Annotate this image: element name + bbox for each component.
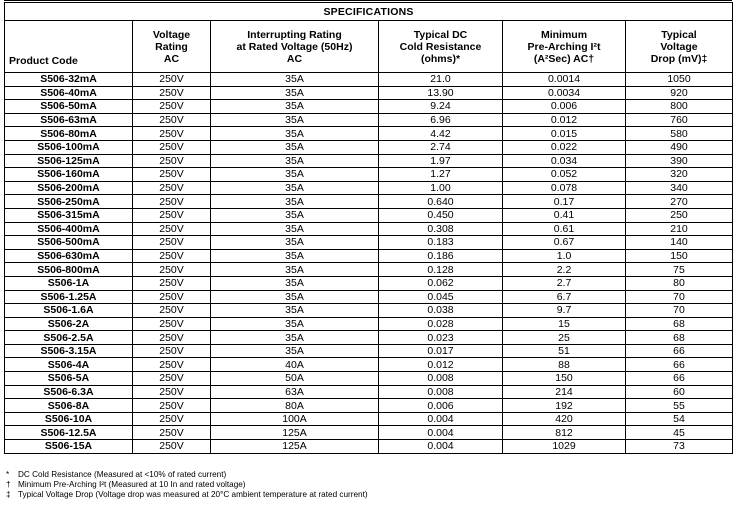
- cell-cold_resistance: 4.42: [379, 127, 503, 141]
- column-header-pre-arching-i2t: Minimum Pre-Arching I²t (A²Sec) AC†: [503, 21, 626, 73]
- cell-voltage_rating: 250V: [133, 426, 211, 440]
- cell-i2t: 0.012: [503, 113, 626, 127]
- footnote-marker: *: [6, 470, 10, 479]
- cell-product-code: S506-800mA: [5, 263, 133, 277]
- cell-i2t: 0.078: [503, 181, 626, 195]
- cell-i2t: 1029: [503, 440, 626, 454]
- cell-voltage_rating: 250V: [133, 399, 211, 413]
- cell-voltage_drop: 340: [626, 181, 733, 195]
- cell-voltage_rating: 250V: [133, 236, 211, 250]
- cell-voltage_drop: 1050: [626, 73, 733, 87]
- cell-cold_resistance: 0.640: [379, 195, 503, 209]
- cell-cold_resistance: 13.90: [379, 86, 503, 100]
- cell-interrupting: 35A: [211, 154, 379, 168]
- table-row: [5, 86, 733, 100]
- cell-voltage_rating: 250V: [133, 317, 211, 331]
- cell-product-code: S506-315mA: [5, 208, 133, 222]
- cell-voltage_rating: 250V: [133, 344, 211, 358]
- cell-voltage_drop: 270: [626, 195, 733, 209]
- table-row: [5, 290, 733, 304]
- table-row: [5, 263, 733, 277]
- column-header-product-code: Product Code: [5, 21, 133, 73]
- cell-voltage_drop: 66: [626, 344, 733, 358]
- cell-voltage_drop: 54: [626, 412, 733, 426]
- cell-voltage_rating: 250V: [133, 440, 211, 454]
- cell-product-code: S506-1A: [5, 276, 133, 290]
- cell-voltage_drop: 140: [626, 236, 733, 250]
- cell-product-code: S506-4A: [5, 358, 133, 372]
- cell-i2t: 25: [503, 331, 626, 345]
- table-row: [5, 140, 733, 154]
- cell-cold_resistance: 0.028: [379, 317, 503, 331]
- cell-cold_resistance: 2.74: [379, 140, 503, 154]
- cell-interrupting: 35A: [211, 73, 379, 87]
- cell-interrupting: 35A: [211, 195, 379, 209]
- cell-cold_resistance: 0.062: [379, 276, 503, 290]
- cell-cold_resistance: 0.008: [379, 372, 503, 386]
- cell-i2t: 420: [503, 412, 626, 426]
- cell-voltage_drop: 70: [626, 304, 733, 318]
- cell-i2t: 6.7: [503, 290, 626, 304]
- footnotes: [6, 470, 728, 501]
- cell-interrupting: 35A: [211, 249, 379, 263]
- cell-product-code: S506-250mA: [5, 195, 133, 209]
- table-row: [5, 181, 733, 195]
- table-row: [5, 372, 733, 386]
- cell-product-code: S506-2.5A: [5, 331, 133, 345]
- cell-interrupting: 63A: [211, 385, 379, 399]
- cell-voltage_drop: 760: [626, 113, 733, 127]
- table-row: [5, 317, 733, 331]
- cell-cold_resistance: 0.012: [379, 358, 503, 372]
- table-row: [5, 358, 733, 372]
- table-row: [5, 100, 733, 114]
- cell-interrupting: 35A: [211, 304, 379, 318]
- footnote: [6, 470, 728, 480]
- cell-cold_resistance: 0.450: [379, 208, 503, 222]
- cell-cold_resistance: 0.006: [379, 399, 503, 413]
- cell-interrupting: 35A: [211, 344, 379, 358]
- footnote-marker: ‡: [6, 490, 11, 500]
- footnote-text: Typical Voltage Drop (Voltage drop was measured at 20°C ambient temperature at rated current): [18, 490, 368, 500]
- cell-voltage_rating: 250V: [133, 140, 211, 154]
- cell-product-code: S506-80mA: [5, 127, 133, 141]
- cell-i2t: 0.17: [503, 195, 626, 209]
- cell-product-code: S506-63mA: [5, 113, 133, 127]
- table-row: [5, 208, 733, 222]
- cell-interrupting: 40A: [211, 358, 379, 372]
- cell-i2t: 0.022: [503, 140, 626, 154]
- cell-voltage_rating: 250V: [133, 208, 211, 222]
- cell-voltage_drop: 80: [626, 276, 733, 290]
- cell-cold_resistance: 0.004: [379, 440, 503, 454]
- cell-voltage_drop: 390: [626, 154, 733, 168]
- cell-i2t: 0.67: [503, 236, 626, 250]
- table-row: [5, 276, 733, 290]
- cell-product-code: S506-125mA: [5, 154, 133, 168]
- table-row: [5, 331, 733, 345]
- cell-product-code: S506-1.6A: [5, 304, 133, 318]
- cell-i2t: 15: [503, 317, 626, 331]
- cell-voltage_rating: 250V: [133, 181, 211, 195]
- cell-cold_resistance: 1.27: [379, 168, 503, 182]
- cell-voltage_drop: 210: [626, 222, 733, 236]
- table-row: [5, 426, 733, 440]
- cell-i2t: 9.7: [503, 304, 626, 318]
- cell-product-code: S506-630mA: [5, 249, 133, 263]
- cell-voltage_drop: 55: [626, 399, 733, 413]
- column-header-voltage-rating: Voltage Rating AC: [133, 21, 211, 73]
- cell-interrupting: 35A: [211, 168, 379, 182]
- cell-voltage_rating: 250V: [133, 304, 211, 318]
- table-body: [5, 73, 733, 454]
- cell-voltage_rating: 250V: [133, 358, 211, 372]
- cell-voltage_drop: 800: [626, 100, 733, 114]
- cell-product-code: S506-10A: [5, 412, 133, 426]
- cell-voltage_rating: 250V: [133, 290, 211, 304]
- cell-voltage_rating: 250V: [133, 168, 211, 182]
- table-row: [5, 195, 733, 209]
- column-header-interrupting-rating: Interrupting Rating at Rated Voltage (50Hz) AC: [211, 21, 379, 73]
- column-header-voltage-drop: Typical Voltage Drop (mV)‡: [626, 21, 733, 73]
- cell-voltage_rating: 250V: [133, 222, 211, 236]
- cell-interrupting: 35A: [211, 181, 379, 195]
- cell-voltage_rating: 250V: [133, 412, 211, 426]
- cell-voltage_drop: 66: [626, 358, 733, 372]
- cell-voltage_rating: 250V: [133, 86, 211, 100]
- cell-interrupting: 80A: [211, 399, 379, 413]
- cell-cold_resistance: 0.023: [379, 331, 503, 345]
- table-title-row: [5, 3, 733, 21]
- cell-cold_resistance: 0.008: [379, 385, 503, 399]
- cell-product-code: S506-500mA: [5, 236, 133, 250]
- cell-interrupting: 125A: [211, 426, 379, 440]
- cell-i2t: 0.052: [503, 168, 626, 182]
- cell-product-code: S506-400mA: [5, 222, 133, 236]
- table-row: [5, 154, 733, 168]
- table-row: [5, 113, 733, 127]
- cell-product-code: S506-3.15A: [5, 344, 133, 358]
- cell-interrupting: 125A: [211, 440, 379, 454]
- footnote: [6, 480, 728, 490]
- table-row: [5, 236, 733, 250]
- cell-i2t: 0.015: [503, 127, 626, 141]
- cell-voltage_drop: 45: [626, 426, 733, 440]
- cell-product-code: S506-40mA: [5, 86, 133, 100]
- cell-voltage_rating: 250V: [133, 263, 211, 277]
- cell-i2t: 0.61: [503, 222, 626, 236]
- cell-cold_resistance: 0.004: [379, 412, 503, 426]
- cell-interrupting: 35A: [211, 276, 379, 290]
- table-row: [5, 249, 733, 263]
- cell-cold_resistance: 1.97: [379, 154, 503, 168]
- cell-voltage_drop: 73: [626, 440, 733, 454]
- cell-voltage_rating: 250V: [133, 73, 211, 87]
- cell-i2t: 88: [503, 358, 626, 372]
- cell-i2t: 0.006: [503, 100, 626, 114]
- table-header-row: [5, 21, 733, 73]
- cell-product-code: S506-8A: [5, 399, 133, 413]
- cell-product-code: S506-200mA: [5, 181, 133, 195]
- cell-voltage_drop: 60: [626, 385, 733, 399]
- cell-cold_resistance: 0.308: [379, 222, 503, 236]
- cell-i2t: 51: [503, 344, 626, 358]
- table-row: [5, 412, 733, 426]
- cell-product-code: S506-12.5A: [5, 426, 133, 440]
- cell-cold_resistance: 21.0: [379, 73, 503, 87]
- cell-interrupting: 35A: [211, 222, 379, 236]
- cell-interrupting: 35A: [211, 208, 379, 222]
- table-row: [5, 222, 733, 236]
- cell-product-code: S506-160mA: [5, 168, 133, 182]
- cell-cold_resistance: 0.004: [379, 426, 503, 440]
- cell-i2t: 214: [503, 385, 626, 399]
- table-row: [5, 127, 733, 141]
- cell-voltage_rating: 250V: [133, 249, 211, 263]
- table-row: [5, 344, 733, 358]
- cell-voltage_drop: 250: [626, 208, 733, 222]
- cell-cold_resistance: 0.017: [379, 344, 503, 358]
- cell-interrupting: 35A: [211, 236, 379, 250]
- cell-voltage_rating: 250V: [133, 331, 211, 345]
- cell-voltage_rating: 250V: [133, 276, 211, 290]
- table-row: [5, 399, 733, 413]
- cell-voltage_drop: 490: [626, 140, 733, 154]
- cell-voltage_rating: 250V: [133, 127, 211, 141]
- cell-interrupting: 100A: [211, 412, 379, 426]
- cell-product-code: S506-2A: [5, 317, 133, 331]
- cell-voltage_drop: 920: [626, 86, 733, 100]
- cell-voltage_drop: 68: [626, 331, 733, 345]
- cell-product-code: S506-15A: [5, 440, 133, 454]
- cell-voltage_rating: 250V: [133, 372, 211, 386]
- cell-voltage_rating: 250V: [133, 113, 211, 127]
- table-row: [5, 385, 733, 399]
- cell-interrupting: 35A: [211, 331, 379, 345]
- cell-interrupting: 35A: [211, 140, 379, 154]
- cell-i2t: 0.034: [503, 154, 626, 168]
- table-title: SPECIFICATIONS: [5, 3, 733, 21]
- cell-product-code: S506-6.3A: [5, 385, 133, 399]
- footnote-text: DC Cold Resistance (Measured at <10% of rated current): [18, 470, 227, 479]
- cell-cold_resistance: 9.24: [379, 100, 503, 114]
- cell-voltage_rating: 250V: [133, 100, 211, 114]
- table-row: [5, 168, 733, 182]
- table-row: [5, 440, 733, 454]
- cell-voltage_drop: 150: [626, 249, 733, 263]
- table-row: [5, 304, 733, 318]
- cell-voltage_drop: 70: [626, 290, 733, 304]
- cell-cold_resistance: 0.038: [379, 304, 503, 318]
- cell-cold_resistance: 0.186: [379, 249, 503, 263]
- specifications-table: [4, 2, 733, 454]
- cell-i2t: 2.2: [503, 263, 626, 277]
- cell-product-code: S506-32mA: [5, 73, 133, 87]
- cell-interrupting: 35A: [211, 127, 379, 141]
- cell-i2t: 192: [503, 399, 626, 413]
- cell-i2t: 150: [503, 372, 626, 386]
- cell-interrupting: 35A: [211, 100, 379, 114]
- column-header-cold-resistance: Typical DC Cold Resistance (ohms)*: [379, 21, 503, 73]
- cell-interrupting: 35A: [211, 86, 379, 100]
- cell-voltage_drop: 66: [626, 372, 733, 386]
- cell-voltage_rating: 250V: [133, 195, 211, 209]
- cell-product-code: S506-50mA: [5, 100, 133, 114]
- cell-interrupting: 35A: [211, 263, 379, 277]
- footnote-text: Minimum Pre-Arching I²t (Measured at 10 In and rated voltage): [18, 480, 246, 490]
- cell-i2t: 2.7: [503, 276, 626, 290]
- cell-voltage_rating: 250V: [133, 385, 211, 399]
- cell-voltage_drop: 68: [626, 317, 733, 331]
- cell-product-code: S506-100mA: [5, 140, 133, 154]
- cell-interrupting: 50A: [211, 372, 379, 386]
- cell-voltage_drop: 320: [626, 168, 733, 182]
- table-row: [5, 73, 733, 87]
- cell-i2t: 0.0034: [503, 86, 626, 100]
- cell-product-code: S506-1.25A: [5, 290, 133, 304]
- cell-i2t: 0.0014: [503, 73, 626, 87]
- cell-i2t: 812: [503, 426, 626, 440]
- cell-cold_resistance: 6.96: [379, 113, 503, 127]
- cell-cold_resistance: 0.045: [379, 290, 503, 304]
- cell-cold_resistance: 1.00: [379, 181, 503, 195]
- top-divider: [4, 0, 732, 1]
- cell-interrupting: 35A: [211, 290, 379, 304]
- cell-product-code: S506-5A: [5, 372, 133, 386]
- cell-interrupting: 35A: [211, 317, 379, 331]
- cell-interrupting: 35A: [211, 113, 379, 127]
- cell-voltage_drop: 580: [626, 127, 733, 141]
- footnote: [6, 490, 728, 500]
- table-head: [5, 3, 733, 73]
- cell-voltage_drop: 75: [626, 263, 733, 277]
- cell-i2t: 0.41: [503, 208, 626, 222]
- cell-cold_resistance: 0.128: [379, 263, 503, 277]
- footnote-marker: †: [6, 480, 11, 490]
- cell-i2t: 1.0: [503, 249, 626, 263]
- cell-voltage_rating: 250V: [133, 154, 211, 168]
- cell-cold_resistance: 0.183: [379, 236, 503, 250]
